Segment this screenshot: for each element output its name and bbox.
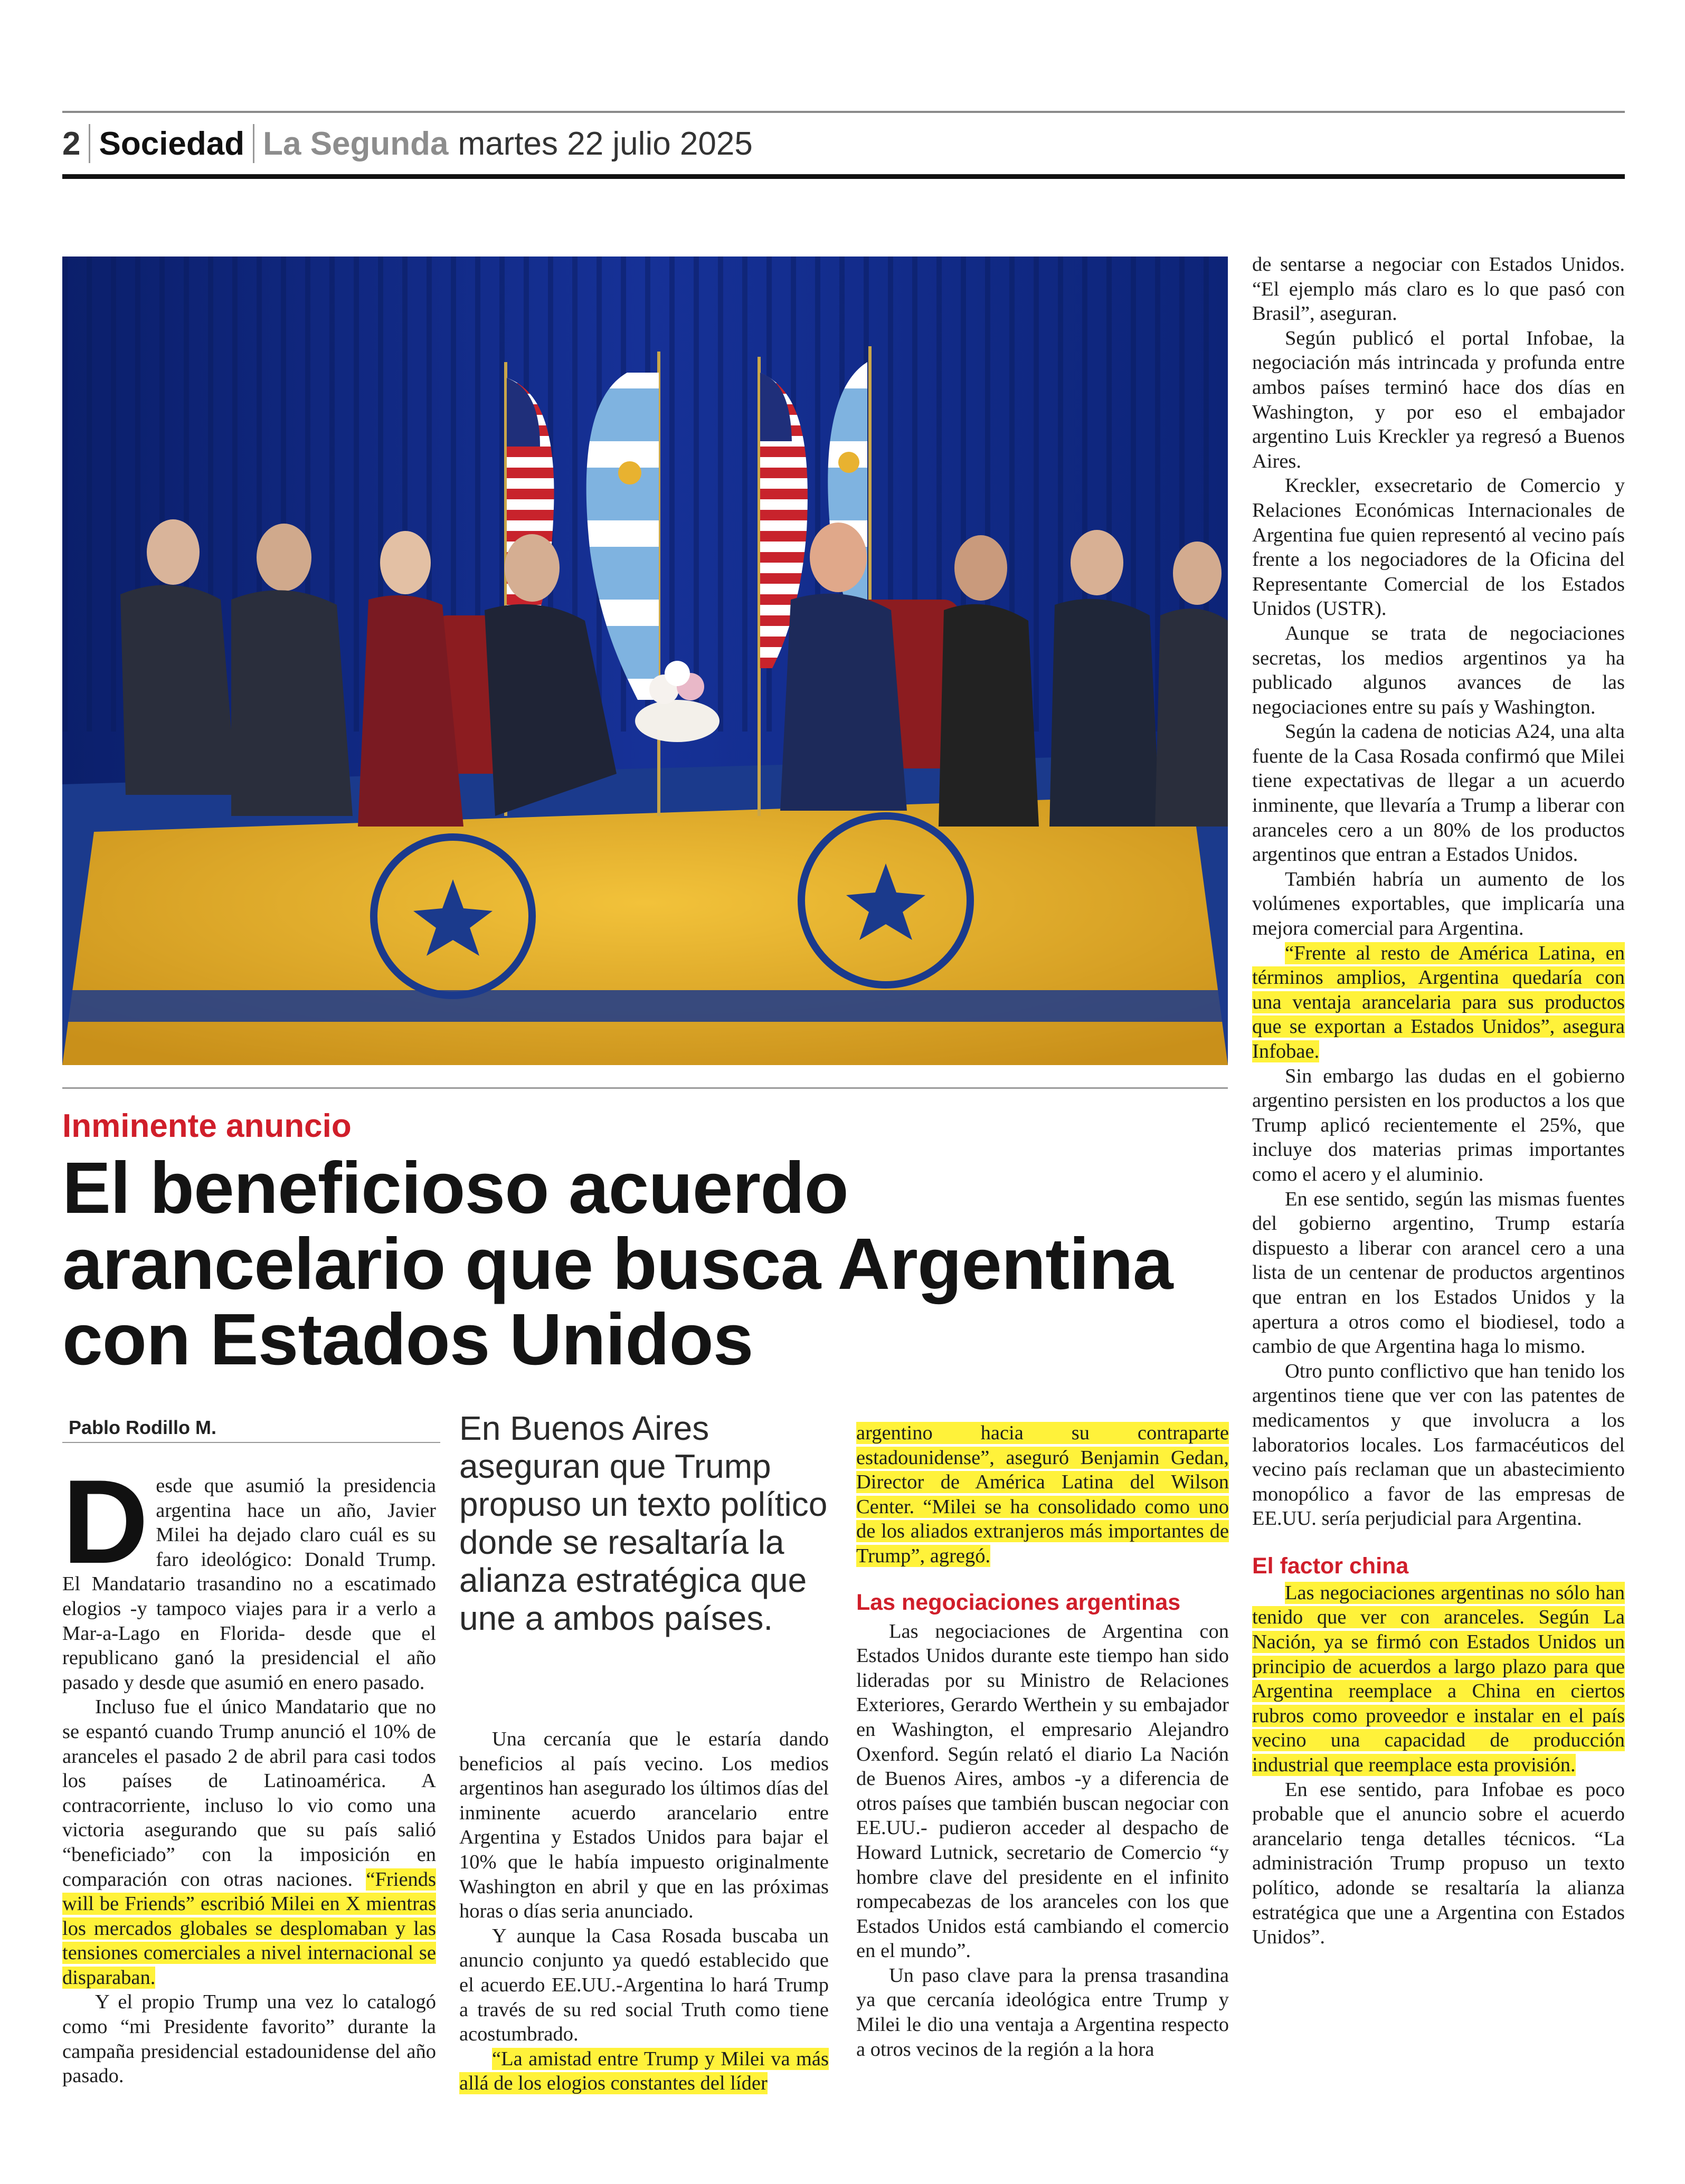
article-photo (62, 257, 1228, 1065)
section-subhead: Las negociaciones argentinas (856, 1589, 1181, 1615)
paragraph: Según la cadena de noticias A24, una alta fuente de la Casa Rosada confirmó que Milei tiene expectativas de llegar a un acuerdo inminente, que llevaría a Trump a liberar con aranceles cero a un 80% de los productos argentinos que entran a Estados Unidos. (1252, 720, 1625, 866)
paragraph: Y el propio Trump una vez lo catalogó como “mi Presidente favorito” durante la campaña presidencial estadounidense del año pasado. (62, 1991, 436, 2087)
paragraph-text: Incluso fue el único Mandatario que no se espantó cuando Trump anunció el 10% de aranceles el pasado 2 de abril para casi todos los países de Latinoamérica. A contracorriente, incluso lo vio como una victoria asegurando que su país salió “beneficiado” con la imposición en comparación con otras naciones. (62, 1696, 436, 1891)
paragraph (1252, 1581, 1625, 1778)
paragraph: También habría un aumento de los volúmenes exportables, que implicaría una mejora comercial para Argentina. (1252, 868, 1625, 940)
paragraph: de sentarse a negociar con Estados Unidos. “El ejemplo más claro es lo que pasó con Brasil”, aseguran. (1252, 253, 1625, 325)
issue-date: martes 22 julio 2025 (458, 125, 753, 162)
highlighted-quote: argentino hacia su contraparte estadounidense”, aseguró Benjamin Gedan, Director de América Latina del Wilson Center. “Milei se ha consolidado como uno de los aliados extranjeros más importantes de Trump”, agregó. (856, 1422, 1229, 1567)
paragraph: Aunque se trata de negociaciones secretas, los medios argentinos ya ha publicado algunos avances de las negociaciones entre su país y Washington. (1252, 622, 1625, 718)
paragraph: Sin embargo las dudas en el gobierno argentino persisten en los productos a los que Trump aplicó recientemente el 25%, que incluye dos materias primas importantes como el acero y el aluminio. (1252, 1065, 1625, 1185)
byline-rule (62, 1442, 440, 1443)
header-divider (89, 124, 90, 163)
header-divider (253, 124, 254, 163)
article-column-4 (1252, 252, 1625, 1950)
paragraph: Un paso clave para la prensa trasandina ya que cercanía ideológica entre Trump y Milei le dio una ventaja a Argentina respecto a otros vecinos de la región a la hora (856, 1964, 1229, 2060)
article-column-1 (62, 1455, 437, 2088)
page-number: 2 (62, 125, 81, 162)
paragraph: En ese sentido, para Infobae es poco probable que el anuncio sobre el acuerdo arancelario tenga detalles técnicos. “La administración Trump propuso un texto político, adonde se resaltaría la alianza estratégica que une a Argentina con Estados Unidos”. (1252, 1778, 1625, 1949)
article-column-2 (459, 1727, 829, 2096)
drop-cap: D (62, 1455, 149, 1588)
section-name: Sociedad (99, 125, 245, 162)
header-top-rule (62, 111, 1625, 113)
article-byline: Pablo Rodillo M. (69, 1417, 216, 1438)
highlighted-quote: “Friends will be Friends” escribió Milei en X mientras los mercados globales se desplomaban y las tensiones comerciales a nivel internacional se disparaban. (62, 1868, 437, 1989)
publication-name: La Segunda (263, 125, 449, 162)
page-header (62, 117, 753, 170)
paragraph: Otro punto conflictivo que han tenido los argentinos tiene que ver con las patentes de medicamentos y que involucra a los laboratorios locales. Los farmacéuticos del vecino país reclaman que un abastecimiento monopólico a favor de las empresas de EE.UU. sería perjudicial para Argentina. (1252, 1360, 1625, 1530)
photo-bottom-rule (62, 1087, 1228, 1089)
article-column-3 (856, 1421, 1229, 2062)
paragraph (1252, 941, 1625, 1064)
article-kicker: Inminente anuncio (62, 1108, 352, 1144)
highlighted-quote: “La amistad entre Trump y Milei va más allá de los elogios constantes del líder (459, 2047, 829, 2095)
paragraph: esde que asumió la presidencia argentina hace un año, Javier Milei ha dejado claro cuál es su faro ideológico: Donald Trump. El Mandatario trasandino no a escatimado elogios -y tampoco viajes para ir a verlo a Mar-a-Lago en Florida- desde que el republicano ganó la presidencial el año pasado y desde que asumió en enero pasado. (62, 1475, 436, 1694)
paragraph: Las negociaciones de Argentina con Estados Unidos durante este tiempo han sido lideradas por su Ministro de Relaciones Exteriores, Gerardo Werthein y su embajador en Washington, el empresario Alejandro Oxenford. Según relató el diario La Nación de Buenos Aires, ambos -y a diferencia de otros países que también buscan negociar con EE.UU.- pudieron acceder al despacho de Howard Lutnick, secretario de Comercio “y hombre clave del presidente en el infinito rompecabezas de los aranceles con los que Estados Unidos está cambiando el comercio en el mundo”. (856, 1620, 1229, 1962)
paragraph: Y aunque la Casa Rosada buscaba un anuncio conjunto ya quedó establecido que el acuerdo EE.UU.-Argentina lo hará Trump a través de su red social Truth como tiene acostumbrado. (459, 1924, 829, 2046)
paragraph: Según publicó el portal Infobae, la negociación más intrincada y profunda entre ambos países terminó hace dos días en Washington, y por eso el embajador argentino Luis Kreckler ya regresó a Buenos Aires. (1252, 327, 1625, 472)
section-subhead: El factor china (1252, 1553, 1409, 1579)
header-bottom-rule (62, 174, 1625, 179)
highlighted-quote: Las negociaciones argentinas no sólo han tenido que ver con aranceles. Según La Nación, ya se firmó con Estados Unidos un principio de acuerdos a largo plazo para que Argentina reemplace a China en ciertos rubros como proveedor e instalar en el país vecino una capacidad de producción industrial que reemplace esta provisión. (1252, 1581, 1625, 1777)
paragraph: Kreckler, exsecretario de Comercio y Relaciones Económicas Internacionales de Argentina fue quien representó al vecino país frente a los negociadores de la Oficina del Representante Comercial de los Estados Unidos (USTR). (1252, 474, 1625, 620)
paragraph (62, 1695, 436, 1990)
paragraph: En ese sentido, según las mismas fuentes del gobierno argentino, Trump estaría dispuesto a liberar con arancel cero a una lista de un centenar de productos argentinos que entran en los Estados Unidos y la apertura a otros como el biodiesel, todo a cambio de que Argentina haga lo mismo. (1252, 1188, 1625, 1358)
paragraph: Una cercanía que le estaría dando beneficios al país vecino. Los medios argentinos han asegurado los últimos días del inminente acuerdo arancelario entre Argentina y Estados Unidos para bajar el 10% que le había impuesto originalmente Washington en abril y que en las próximas horas o días seria anunciado. (459, 1728, 829, 1923)
pull-quote: En Buenos Aires aseguran que Trump propuso un texto político donde se resaltaría la alianza estratégica que une a ambos países. (459, 1409, 828, 1637)
paragraph (459, 2047, 829, 2096)
paragraph (856, 1421, 1229, 1569)
article-headline: El beneficioso acuerdo arancelario que busca Argentina con Estados Unidos (62, 1147, 1173, 1381)
highlighted-quote: “Frente al resto de América Latina, en términos amplios, Argentina quedaría con una ventaja arancelaria para sus productos que se exportan a Estados Unidos”, asegura Infobae. (1252, 942, 1625, 1062)
